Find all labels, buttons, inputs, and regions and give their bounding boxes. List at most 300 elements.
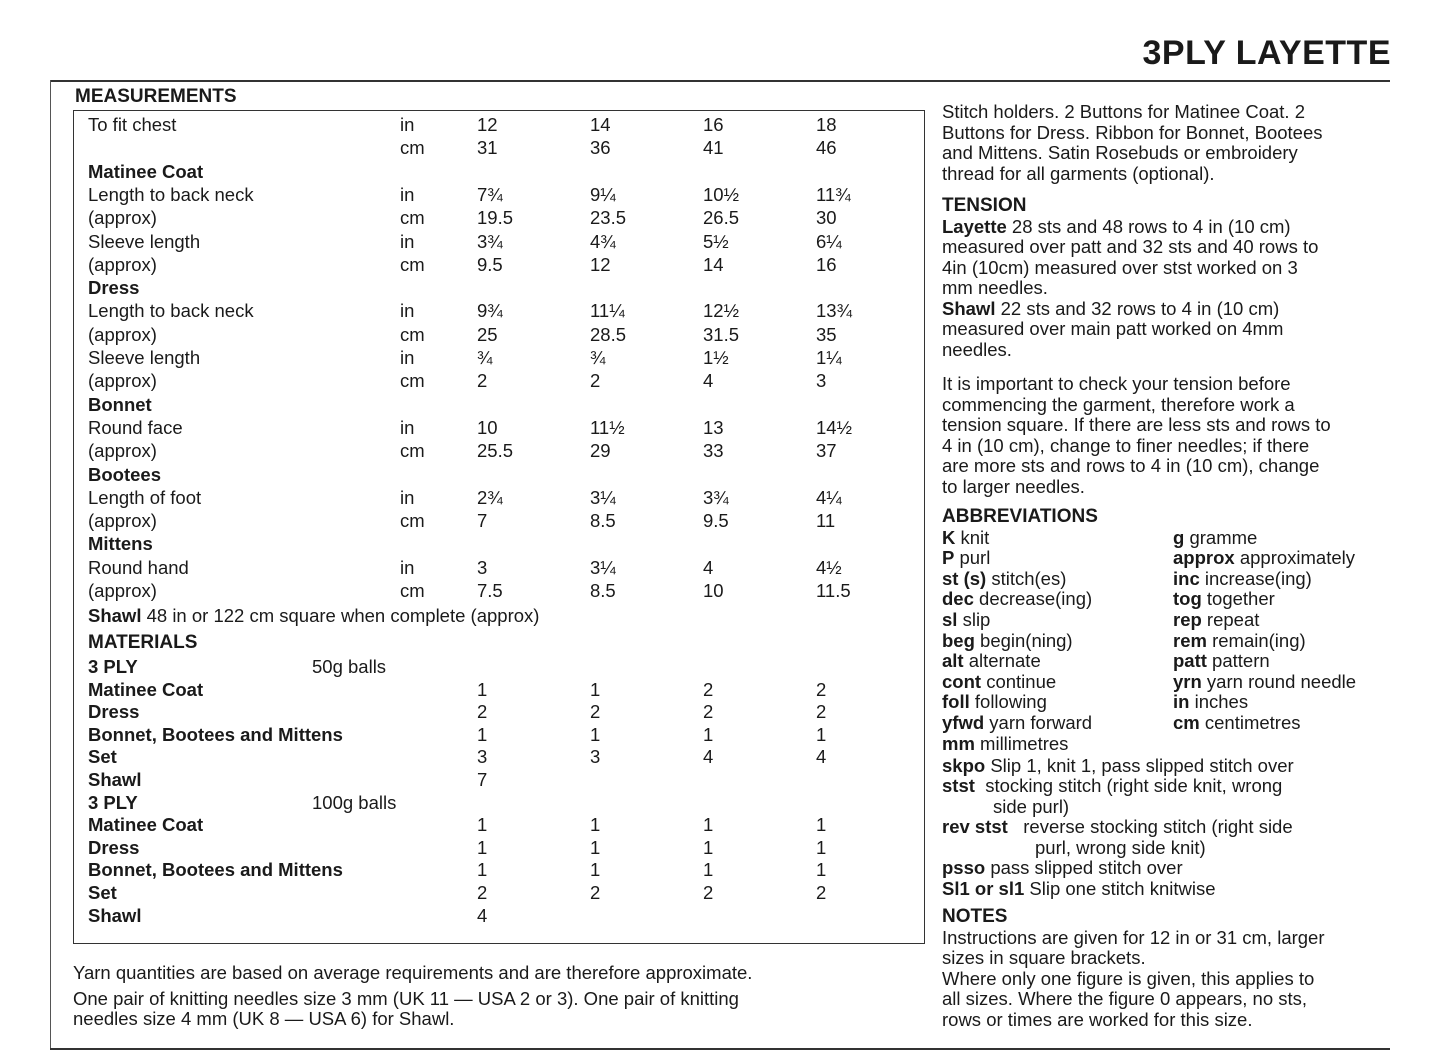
abbr-def: stocking stitch (right side knit, wrong	[985, 775, 1283, 796]
ball-weight: 50g balls	[312, 656, 387, 677]
measurement-value: 11¾	[816, 183, 851, 205]
materials-quantity: 1	[590, 814, 601, 836]
abbreviation-item	[1173, 548, 1355, 569]
abbr-key: psso	[942, 857, 986, 878]
abbr-def: begin(ning)	[974, 629, 1073, 651]
abbr-def: together	[1201, 588, 1275, 610]
measurement-unit: in	[400, 300, 415, 322]
materials-quantity: 1	[477, 678, 488, 700]
abbreviation-item	[1173, 589, 1275, 610]
abbreviation-item	[942, 610, 990, 631]
materials-label: Bonnet, Bootees and Mittens	[88, 723, 343, 745]
tension-advice: commencing the garment, therefore work a	[942, 393, 1295, 415]
measurement-value: 26.5	[703, 207, 740, 229]
materials-row	[74, 723, 924, 746]
abbr-key: K	[942, 526, 956, 548]
measurement-label: Matinee Coat	[88, 160, 204, 182]
measurement-row	[74, 486, 924, 509]
materials-label: 3 PLY	[88, 791, 138, 813]
tension-text: measured over patt and 32 sts and 40 rows to	[942, 236, 1319, 257]
abbr-key: yrn	[1173, 670, 1202, 692]
materials-quantity: 2	[703, 678, 714, 700]
abbr-key: mm	[942, 732, 975, 754]
measurement-label: (approx)	[88, 440, 157, 462]
materials-quantity: 1	[816, 723, 827, 745]
measurement-row	[74, 532, 924, 555]
abbr-key: alt	[942, 650, 964, 672]
left-border	[50, 80, 51, 1048]
measurement-value: 3¾	[703, 486, 729, 508]
measurement-row	[74, 276, 924, 299]
measurement-label: Bootees	[88, 463, 161, 485]
abbr-key: approx	[1173, 547, 1235, 569]
abbr-key: foll	[942, 691, 970, 713]
holders-line: thread for all garments (optional).	[942, 162, 1215, 184]
materials-label: Dress	[88, 836, 140, 858]
materials-row	[74, 881, 924, 904]
abbreviation-item	[1173, 672, 1356, 693]
abbr-key: P	[942, 547, 955, 569]
abbr-key: rep	[1173, 608, 1202, 630]
abbr-def: approximately	[1234, 547, 1355, 569]
abbreviation-item	[1173, 651, 1270, 672]
materials-quantity: 2	[590, 882, 601, 903]
abbreviation-item	[1173, 528, 1257, 549]
abbr-def: gramme	[1184, 526, 1258, 548]
measurement-value: 9.5	[703, 510, 729, 532]
materials-quantity: 2	[590, 701, 601, 723]
abbr-def: slip	[957, 608, 991, 630]
measurement-label: Dress	[88, 277, 140, 299]
materials-row	[74, 745, 924, 768]
materials-quantity: 1	[477, 723, 488, 745]
measurement-value: 19.5	[477, 207, 514, 229]
abbr-sl1	[942, 879, 1392, 900]
abbreviation-item	[942, 734, 1068, 755]
measurement-unit: in	[400, 114, 415, 135]
materials-quantity: 2	[477, 701, 488, 723]
measurement-label: Length to back neck	[88, 300, 254, 322]
materials-quantity: 1	[703, 814, 714, 836]
abbr-key: skpo	[942, 754, 986, 776]
materials-quantity: 7	[477, 769, 488, 790]
materials-row	[74, 813, 924, 836]
abbreviation-item	[942, 692, 1047, 713]
measurement-unit: cm	[400, 253, 425, 275]
notes-text: all sizes. Where the figure 0 appears, no sts,	[942, 988, 1308, 1009]
measurement-value: 3¾	[477, 230, 503, 252]
measurement-value: 23.5	[590, 207, 627, 229]
tension-advice: tension square. If there are less sts and rows to	[942, 414, 1331, 435]
measurement-label: (approx)	[88, 323, 157, 345]
measurement-label: (approx)	[88, 207, 157, 229]
abbr-def: stitch(es)	[986, 567, 1067, 589]
measurement-label: Sleeve length	[88, 347, 201, 368]
measurement-value: 14	[590, 114, 611, 135]
measurement-value: 25.5	[477, 440, 514, 462]
measurement-value: 30	[816, 207, 837, 229]
materials-row	[74, 768, 924, 791]
measurement-value: 11¼	[590, 300, 625, 322]
abbr-def: continue	[981, 670, 1057, 692]
measurement-value: 3	[477, 556, 488, 578]
measurement-value: 11	[816, 510, 836, 532]
measurement-unit: cm	[400, 323, 425, 345]
measurement-label: Round face	[88, 416, 183, 438]
measurement-value: 3	[816, 370, 827, 392]
measurement-unit: cm	[400, 370, 425, 392]
materials-quantity: 4	[477, 904, 488, 926]
measurement-label: (approx)	[88, 253, 157, 275]
measurement-value: 31	[477, 137, 498, 159]
measurement-unit: in	[400, 416, 415, 438]
holders-line: and Mittens. Satin Rosebuds or embroidery	[942, 142, 1298, 163]
abbr-key: in	[1173, 691, 1190, 713]
materials-quantity: 1	[477, 836, 488, 858]
materials-quantity: 1	[590, 859, 601, 881]
measurement-value: 29	[590, 440, 611, 462]
materials-quantity: 1	[590, 836, 601, 858]
tension-text: 4in (10cm) measured over stst worked on 3	[942, 256, 1298, 278]
abbr-def: knit	[955, 526, 990, 548]
measurement-value: 46	[816, 137, 837, 159]
abbr-psso	[942, 858, 1392, 879]
abbr-stst	[942, 776, 1392, 797]
abbr-key: yfwd	[942, 711, 985, 733]
measurement-value: 36	[590, 137, 611, 159]
materials-row	[74, 858, 924, 881]
materials-label: Shawl	[88, 769, 142, 790]
abbreviation-item	[942, 548, 990, 569]
measurement-label: (approx)	[88, 370, 157, 392]
materials-row	[74, 836, 924, 859]
materials-quantity: 2	[816, 882, 827, 903]
measurement-unit: in	[400, 183, 415, 205]
abbr-key: sl	[942, 608, 958, 630]
measurement-unit: in	[400, 230, 415, 252]
yarn-note: Yarn quantities are based on average requirements and are therefore approximate.	[73, 962, 753, 983]
measurement-value: 14½	[816, 416, 853, 438]
abbr-def: millimetres	[974, 732, 1069, 754]
measurement-value: 13¾	[816, 300, 853, 322]
abbr-def: pattern	[1206, 650, 1270, 672]
layette-label: Layette	[942, 215, 1007, 237]
measurement-label: Bonnet	[88, 393, 152, 415]
measurement-value: 41	[703, 137, 724, 159]
measurement-row	[74, 136, 924, 159]
abbr-rev-stst	[942, 817, 1392, 838]
abbr-def: decrease(ing)	[973, 588, 1093, 610]
tension-advice: to larger needles.	[942, 475, 1085, 497]
measurement-value: 28.5	[590, 323, 627, 345]
measurement-value: 2	[477, 370, 488, 392]
shawl-size-text: 48 in or 122 cm square when complete (approx)	[141, 605, 540, 626]
needles-line-1: One pair of knitting needles size 3 mm (UK 11 — USA 2 or 3). One pair of knitting	[73, 988, 739, 1009]
measurement-row	[74, 230, 924, 253]
measurement-row	[74, 416, 924, 439]
measurement-row	[74, 556, 924, 579]
materials-quantity: 1	[590, 723, 601, 745]
measurement-value: 18	[816, 114, 837, 135]
measurement-value: 31.5	[703, 323, 740, 345]
measurement-value: 12½	[703, 300, 740, 322]
measurement-value: ¾	[477, 347, 493, 368]
stitch-holders-text	[942, 102, 1392, 184]
measurement-value: 12	[590, 253, 611, 275]
measurement-value: 9¾	[477, 300, 503, 322]
needles-line-2: needles size 4 mm (UK 8 — USA 6) for Shawl.	[73, 1008, 455, 1029]
abbreviations-heading: ABBREVIATIONS	[942, 506, 1098, 527]
measurement-value: 11.5	[816, 580, 851, 601]
materials-label: Set	[88, 746, 117, 768]
shawl-tension	[942, 299, 1392, 320]
notes-text: Where only one figure is given, this applies to	[942, 967, 1315, 989]
measurement-row	[74, 323, 924, 346]
measurement-unit: cm	[400, 510, 425, 532]
page-title: 3PLY LAYETTE	[1142, 34, 1391, 72]
layette-tension	[942, 217, 1392, 238]
materials-label: Matinee Coat	[88, 678, 204, 700]
tension-text: needles.	[942, 338, 1012, 360]
materials-quantity: 1	[703, 836, 714, 858]
tension-advice: 4 in (10 cm), change to finer needles; if there	[942, 434, 1310, 456]
measurement-value: 3¼	[590, 486, 616, 508]
abbr-key: tog	[1173, 588, 1202, 610]
abbreviation-item	[942, 528, 989, 549]
tension-advice: It is important to check your tension before	[942, 373, 1291, 394]
materials-label: Dress	[88, 701, 140, 723]
measurement-label: To fit chest	[88, 114, 177, 135]
abbreviations-grid	[942, 528, 1392, 756]
measurement-value: 25	[477, 323, 498, 345]
materials-row	[74, 678, 924, 701]
abbr-def: pass slipped stitch over	[985, 857, 1183, 878]
materials-quantity: 1	[816, 836, 827, 858]
abbr-def: inches	[1189, 691, 1249, 713]
measurement-label: (approx)	[88, 510, 157, 532]
holders-line: Buttons for Dress. Ribbon for Bonnet, Bootees	[942, 121, 1323, 143]
abbr-key: cont	[942, 670, 982, 692]
measurement-unit: cm	[400, 440, 425, 462]
materials-quantity: 1	[703, 723, 714, 745]
measurement-row	[74, 299, 924, 322]
abbr-key: g	[1173, 526, 1185, 548]
measurements-box	[73, 110, 925, 944]
bottom-rule	[50, 1048, 1390, 1050]
materials-quantity: 1	[477, 859, 488, 881]
abbr-def: yarn round needle	[1201, 670, 1357, 692]
measurement-value: 14	[703, 253, 724, 275]
right-column	[942, 102, 1392, 1030]
abbreviation-item	[1173, 692, 1248, 713]
measurement-row	[74, 206, 924, 229]
materials-label: 3 PLY	[88, 656, 138, 677]
measurement-label: Length of foot	[88, 486, 202, 508]
abbr-def: Slip one stitch knitwise	[1024, 877, 1216, 899]
measurements-heading: MEASUREMENTS	[75, 86, 237, 107]
measurement-value: 37	[816, 440, 837, 462]
measurement-unit: cm	[400, 137, 425, 159]
measurement-label: (approx)	[88, 580, 157, 601]
materials-quantity: 1	[816, 814, 827, 836]
abbr-key: rev stst	[942, 816, 1008, 837]
abbr-def: increase(ing)	[1199, 567, 1312, 589]
measurement-value: 9.5	[477, 253, 503, 275]
shawl-size-line	[88, 605, 539, 627]
measurement-value: 4	[703, 370, 714, 392]
measurement-row	[74, 183, 924, 206]
abbr-def: side purl)	[993, 795, 1070, 817]
measurement-row	[74, 463, 924, 486]
measurement-value: 11½	[590, 416, 625, 438]
notes-text: rows or times are worked for this size.	[942, 1008, 1253, 1030]
measurement-value: 2¾	[477, 486, 503, 508]
measurement-value: 4½	[816, 556, 842, 578]
materials-heading: MATERIALS	[88, 632, 198, 653]
notes-text: Instructions are given for 12 in or 31 cm, larger	[942, 926, 1325, 948]
abbr-def: reverse stocking stitch (right side	[1023, 816, 1293, 837]
materials-row	[74, 700, 924, 723]
measurement-value: 4¾	[590, 230, 616, 252]
abbr-def: yarn forward	[984, 711, 1093, 733]
abbreviation-item	[942, 672, 1056, 693]
materials-quantity: 1	[816, 859, 827, 881]
materials-quantity: 2	[816, 678, 827, 700]
shawl-size-label: Shawl	[88, 605, 142, 626]
measurement-value: 16	[816, 253, 837, 275]
materials-quantity: 1	[590, 678, 601, 700]
measurement-value: 10	[477, 416, 498, 438]
measurement-value: 16	[703, 114, 724, 135]
materials-row	[74, 904, 924, 927]
notes-text: sizes in square brackets.	[942, 947, 1146, 968]
measurement-row	[74, 509, 924, 532]
measurement-value: 4¼	[816, 486, 842, 508]
tension-text: 22 sts and 32 rows to 4 in (10 cm)	[995, 297, 1280, 319]
measurement-row	[74, 439, 924, 462]
measurement-value: 10	[703, 580, 724, 601]
measurement-value: 7.5	[477, 580, 503, 601]
holders-line: Stitch holders. 2 Buttons for Matinee Coat. 2	[942, 101, 1305, 122]
measurement-value: 3¼	[590, 556, 616, 578]
materials-quantity: 2	[703, 882, 714, 903]
measurement-value: 10½	[703, 183, 740, 205]
tension-text: mm needles.	[942, 277, 1048, 298]
abbr-def: repeat	[1201, 608, 1260, 630]
measurement-value: 1¼	[816, 347, 842, 368]
abbr-key: patt	[1173, 650, 1207, 672]
measurement-unit: in	[400, 556, 415, 578]
materials-label: Set	[88, 882, 117, 903]
materials-quantity: 3	[590, 746, 601, 768]
abbr-key: st (s)	[942, 567, 987, 589]
top-rule	[50, 80, 1390, 82]
measurement-label: Sleeve length	[88, 230, 201, 252]
materials-quantity: 2	[477, 882, 488, 903]
measurement-value: 35	[816, 323, 837, 345]
abbr-def: purl, wrong side knit)	[1035, 836, 1206, 858]
measurement-value: 7¾	[477, 183, 503, 205]
measurement-row	[74, 579, 924, 602]
abbr-def: following	[969, 691, 1047, 713]
measurement-unit: cm	[400, 207, 425, 229]
materials-quantity: 4	[703, 746, 714, 768]
measurement-row	[74, 253, 924, 276]
measurement-unit: cm	[400, 580, 425, 601]
measurement-value: 8.5	[590, 580, 616, 601]
measurement-value: 33	[703, 440, 724, 462]
measurement-row	[74, 160, 924, 183]
abbr-def: remain(ing)	[1206, 629, 1306, 651]
tension-text: 28 sts and 48 rows to 4 in (10 cm)	[1006, 215, 1291, 237]
shawl-label: Shawl	[942, 297, 996, 319]
measurement-value: 12	[477, 114, 498, 135]
materials-quantity: 2	[703, 701, 714, 723]
measurement-value: 9¼	[590, 183, 616, 205]
notes-heading: NOTES	[942, 906, 1008, 927]
abbr-key: inc	[1173, 567, 1200, 589]
abbreviation-item	[1173, 569, 1312, 590]
abbr-key: rem	[1173, 629, 1207, 651]
abbr-key: Sl1 or sl1	[942, 877, 1025, 899]
abbreviation-item	[942, 589, 1092, 610]
measurement-value: 6¼	[816, 230, 842, 252]
abbr-def: purl	[954, 547, 991, 569]
measurement-label: Round hand	[88, 556, 189, 578]
materials-label: Matinee Coat	[88, 814, 204, 836]
measurement-unit: in	[400, 486, 415, 508]
abbr-key: dec	[942, 588, 974, 610]
measurement-row	[74, 346, 924, 369]
abbreviation-item	[942, 569, 1066, 590]
tension-advice: are more sts and rows to 4 in (10 cm), change	[942, 455, 1320, 476]
abbreviation-item	[942, 651, 1041, 672]
measurement-value: 13	[703, 416, 724, 438]
measurement-value: 7	[477, 510, 488, 532]
abbreviation-item	[942, 713, 1092, 734]
tension-heading: TENSION	[942, 195, 1027, 216]
measurement-label: Mittens	[88, 533, 153, 555]
materials-row	[74, 791, 924, 814]
abbr-skpo	[942, 756, 1392, 777]
abbr-key: stst	[942, 775, 975, 796]
measurement-value: 2	[590, 370, 601, 392]
measurement-value: 4	[703, 556, 714, 578]
measurement-value: ¾	[590, 347, 606, 368]
measurement-value: 5½	[703, 230, 729, 252]
measurement-label: Length to back neck	[88, 183, 254, 205]
abbr-def: Slip 1, knit 1, pass slipped stitch over	[985, 754, 1294, 776]
abbreviation-item	[942, 631, 1073, 652]
measurement-row	[74, 393, 924, 416]
abbr-key: cm	[1173, 711, 1200, 733]
abbr-def: centimetres	[1199, 711, 1301, 733]
materials-quantity: 4	[816, 746, 827, 768]
materials-quantity: 1	[703, 859, 714, 881]
measurement-unit: in	[400, 347, 415, 368]
ball-weight: 100g balls	[312, 791, 397, 813]
measurement-row	[74, 113, 924, 136]
materials-label: Bonnet, Bootees and Mittens	[88, 859, 343, 881]
abbreviation-item	[1173, 610, 1259, 631]
measurement-value: 1½	[703, 347, 729, 368]
materials-quantity: 1	[477, 814, 488, 836]
abbreviation-item	[1173, 631, 1306, 652]
materials-label: Shawl	[88, 904, 142, 926]
abbreviation-item	[1173, 713, 1301, 734]
tension-text: measured over main patt worked on 4mm	[942, 318, 1284, 339]
materials-row	[74, 655, 924, 678]
